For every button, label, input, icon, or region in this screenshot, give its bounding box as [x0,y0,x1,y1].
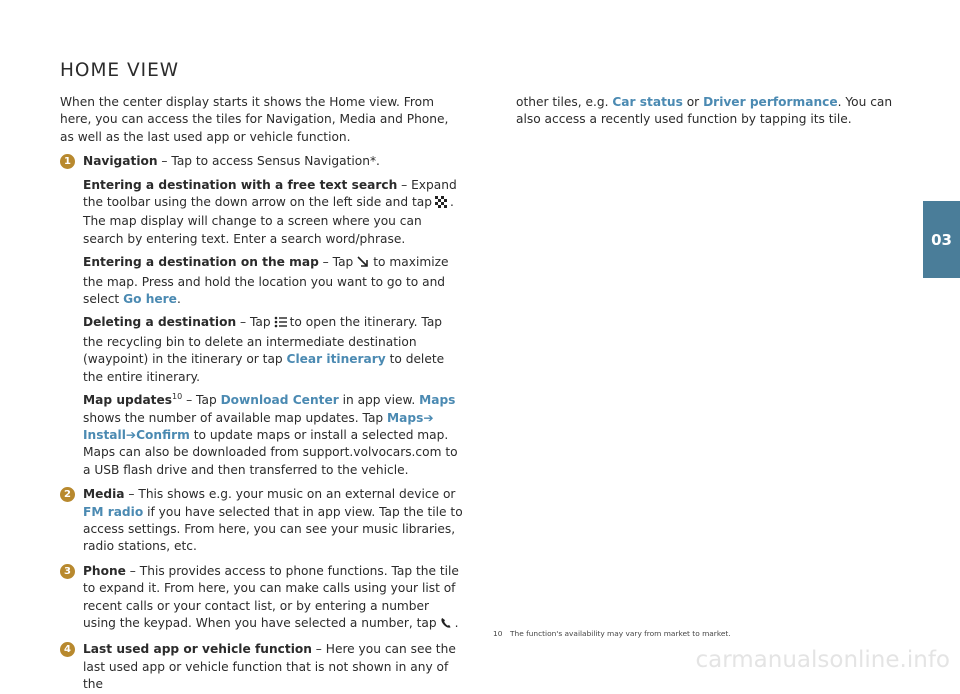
free-text-search-paragraph: Entering a destination with a free text search – Expand the toolbar using the down arrow on the left side and tap . The map display will change to a screen where you can search by entering text. Enter a search word/phrase. [83,177,457,246]
map-updates-paragraph: Map updates$^{10}$ – Tap Download Center in app view. Maps shows the number of available map updates. Tap Maps➔ Install➔Confirm to update maps or install a selected map. Maps can also be downloaded from support.volvocars.com to a USB flash drive and then transferred to the vehicle. [83,392,458,477]
list-item-navigation: 1 Navigation – Tap to access Sensus Navigation*. Entering a destination with a free text search – Expand the toolbar using the down arrow on the left side and tap . The map display will change to a screen where you can search by entering text. Enter a search word/phrase. Entering a destination on the map – Tap to maximize the map. Press and hold the location you want to go to and select Go here. Deleting a destination – Tap to open the itinerary. Tap the recycling bin to delete an intermediate destination (waypoint) in the itinerary or tap Clear itinerary to delete the entire itinerary. Map updates$^{10}$ – Tap Download Center in app view. Maps shows the number of available map updates. Tap Maps➔ Install➔Confirm to update maps or install a selected map. Maps can also be downloaded from support.volvocars.com to a USB flash drive and then transferred to the vehicle. [60,153,465,479]
arrow-right-icon: ➔ [423,410,434,425]
clear-itinerary-link: Clear itinerary [286,352,386,367]
itinerary-list-icon [274,316,287,333]
item-label: Media [83,487,125,502]
number-badge: 1 [60,154,75,169]
download-center-link: Download Center [220,393,339,408]
car-status-link: Car status [612,95,683,109]
list-item-phone: 3 Phone – This provides access to phone functions. Tap the tile to expand it. From here, you can make calls using your list of recent calls or your contact list, or by entering a number using the keypad. When you have selected a number, tap . [60,563,465,635]
install-link: Install [83,427,126,442]
maps-link-2: Maps [387,410,424,425]
arrow-right-icon: ➔ [125,427,137,442]
number-badge: 4 [60,642,75,657]
confirm-link: Confirm [136,427,190,442]
item-label: Navigation [83,154,158,169]
left-column [60,94,465,694]
driver-performance-link: Driver performance [703,95,838,109]
number-badge: 3 [60,564,75,579]
number-badge: 2 [60,487,75,502]
fm-radio-link: FM radio [83,504,144,519]
footnote-text: The function's availability may vary from market to market. [510,629,731,638]
checkered-flag-icon [435,196,447,213]
intro-paragraph: When the center display starts it shows the Home view. From here, you can access the tiles for Navigation, Media and Phone, as well as the last used app or vehicle function. [60,95,449,144]
right-column [516,94,916,129]
list-item-media: 2 Media – This shows e.g. your music on an external device or FM radio if you have selected that in app view. Tap the tile to access settings. From here, you can see your music libraries, radio stations, etc. [60,486,465,556]
page-title: HOME VIEW [60,60,180,81]
phone-handset-icon [440,617,452,634]
continued-paragraph: other tiles, e.g. Car status or Driver performance. You can also access a recently used function by tapping its tile. [516,95,893,127]
watermark: carmanualsonline.info [695,647,950,673]
maximize-arrow-icon [356,256,370,273]
footnote [493,629,793,639]
deleting-paragraph: Deleting a destination – Tap to open the itinerary. Tap the recycling bin to delete an intermediate destination (waypoint) in the itinerary or tap Clear itinerary to delete the entire itinerary. [83,315,445,384]
on-map-paragraph: Entering a destination on the map – Tap to maximize the map. Press and hold the location you want to go to and select Go here. [83,255,449,307]
maps-link: Maps [419,393,456,408]
item-label: Last used app or vehicle function [83,642,312,657]
list-item-last-used: 4 Last used app or vehicle function – Here you can see the last used app or vehicle function that is not shown in any of the [60,641,465,693]
item-label: Phone [83,563,126,578]
chapter-tab[interactable]: 03 [923,201,960,278]
go-here-link: Go here [123,292,177,307]
footnote-number: 10 [493,629,503,638]
